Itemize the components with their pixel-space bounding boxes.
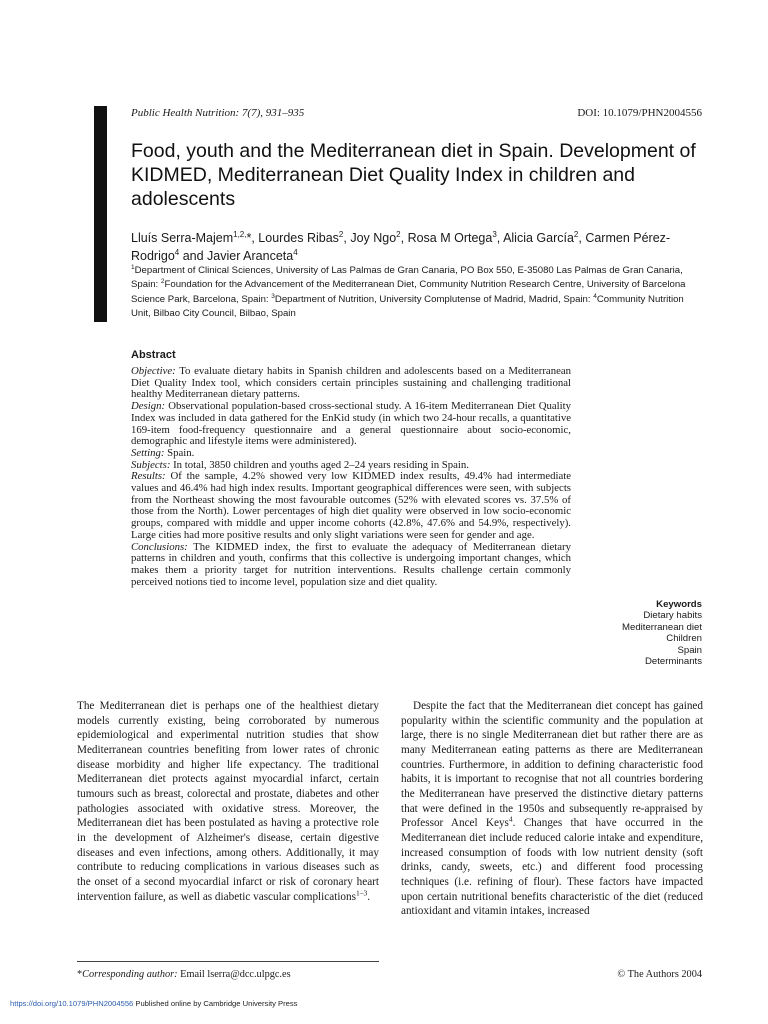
affiliation-text: Department of Nutrition, University Complutense of Madrid, Madrid, Spain: — [274, 293, 594, 305]
body-text: Despite the fact that the Mediterranean diet concept has gained popularity within the scientific community and the population at large, there is no single Mediterranean diet but rather there are as many Mediterranean eating patterns as there are Mediterranean countries. Furthermore, in addition to defining characteristic food habits, it is important to recognise that not all countries bordering the Mediterranean have preserved the distinctive dietary patterns that were defined in the 1950s and subsequently re-appraised by Professor Ancel Keys — [401, 700, 703, 830]
keyword-item: Dietary habits — [643, 610, 702, 622]
abstract-section-label: Results: — [131, 470, 166, 483]
author-separator: , — [400, 231, 408, 245]
abstract-section-label: Design: — [131, 400, 166, 413]
author-name: Rosa M Ortega — [407, 231, 493, 245]
keyword-item: Determinants — [644, 656, 702, 668]
author-separator: , — [251, 231, 259, 245]
abstract-section-text: The KIDMED index, the first to evaluate the adequacy of Mediterranean dietary patterns in children and youth, confirms that this collective is undergoing important changes, which makes them a priority target for nutrition interventions. Results challenge certain commonly perceived notions tied to income level, population size and diet quality. — [131, 540, 571, 588]
author-separator: , — [578, 231, 586, 245]
abstract-heading: Abstract — [131, 349, 176, 361]
corresponding-star: * — [246, 231, 252, 245]
keywords-box — [622, 599, 702, 667]
doi-link[interactable]: https://doi.org/10.1079/PHN2004556 — [10, 999, 134, 1008]
citation-ref: 4 — [508, 814, 513, 824]
body-column-right — [401, 699, 703, 919]
affiliation-text: Community Nutrition Unit, Bilbao City Council, Bilbao, Spain — [131, 293, 684, 320]
published-online-line — [10, 999, 297, 1008]
author-affiliation-mark: 4 — [293, 247, 298, 257]
affiliation-number: 3 — [271, 292, 275, 300]
author-name: Lourdes Ribas — [258, 231, 339, 245]
abstract-body — [131, 366, 571, 588]
abstract-section — [131, 401, 571, 448]
author-name: Alicia García — [503, 231, 574, 245]
doi-header: DOI: 10.1079/PHN2004556 — [577, 107, 702, 119]
abstract-section-label: Conclusions: — [131, 540, 188, 553]
author-separator: , — [343, 231, 351, 245]
affiliation-number: 2 — [160, 278, 165, 286]
body-text: The Mediterranean diet is perhaps one of the healthiest dietary models currently existing, being corroborated by numerous epidemiological and experimental nutrition studies that show Mediterranean countries benefiting from lower rates of chronic disease morbidity and higher life expectancy. The traditional Mediterranean diet protects against myocardial infarct, certain tumours such as breast, colorectal and prostate, diabetes and other pathologies associated with oxidative stress. Moreover, the Mediterranean diet has been postulated as having a protective role in the development of Alzheimer's disease, certain digestive diseases and even infections, among others. Additionally, it may contribute to reducing complications in various diseases such as the onset of a second myocardial infarct or risk of coronary heart intervention failure, as well as diabetic vascular complications — [77, 700, 379, 903]
article-title: Food, youth and the Mediterranean diet in Spain. Development of KIDMED, Mediterranean Diet Quality Index in children and adolescents — [131, 140, 696, 210]
abstract-section-text: Spain. — [164, 446, 195, 459]
keyword-item: Mediterranean diet — [622, 621, 702, 633]
keywords-heading: Keywords — [656, 599, 702, 610]
body-text: . — [367, 890, 371, 903]
abstract-section — [131, 366, 571, 401]
journal-side-bar — [94, 106, 107, 322]
body-paragraph — [77, 699, 379, 904]
abstract-section — [131, 542, 571, 589]
keyword-item: Children — [666, 633, 702, 645]
keyword-item: Spain — [677, 644, 702, 656]
abstract-section-label: Subjects: — [131, 458, 171, 471]
author-name: Javier Aranceta — [207, 249, 294, 263]
citation-ref: 1–3 — [355, 887, 368, 897]
footnote-divider — [77, 961, 379, 962]
abstract-section-text: Observational population-based cross-sectional study. A 16-item Mediterranean Diet Quality Index was included in data gathered for the EnKid study (in which two 24-hour recalls, a quantitative 169-item food-frequency questionnaire and a general questionnaire about socio-economic, demographic and lifestyle items were administered). — [131, 400, 571, 448]
published-online-text: Published online by Cambridge University Press — [133, 999, 298, 1008]
corresponding-email[interactable]: Email lserra@dcc.ulpgc.es — [177, 969, 291, 980]
author-affiliation-mark: 1,2, — [233, 229, 247, 239]
abstract-section-text: Of the sample, 4.2% showed very low KIDMED index results, 49.4% had intermediate values and 46.4% had high index results. Important geographical differences were seen, with subjects from the Northeast showing the most favourable outcomes (52% with elevated scores vs. 37.5% of those from the North). Lower percentages of high diet quality were observed in low socio-economic groups, compared with middle and upper income cohorts (42.8%, 47.6% and 54.9%, respectively). Large cities had more positive results and only slight variations were seen for gender and age. — [131, 470, 571, 541]
affiliations — [131, 264, 705, 322]
author-list — [131, 229, 711, 265]
author-name: Carmen Pérez-Rodrigo — [131, 231, 671, 263]
abstract-section — [131, 471, 571, 541]
copyright-notice: © The Authors 2004 — [617, 969, 702, 980]
author-separator: , — [496, 231, 504, 245]
abstract-section-text: To evaluate dietary habits in Spanish children and adolescents based on a Mediterranean Diet Quality Index tool, which considers certain principles sustaining and challenging traditional healthy Mediterranean dietary patterns. — [131, 365, 571, 401]
author-affiliation-mark: 2 — [573, 229, 579, 239]
body-column-left — [77, 699, 379, 904]
affiliation-text: Foundation for the Advancement of the Mediterranean Diet, Community Nutrition Research Centre, University of Barcelona Science Park, Barcelona, Spain: — [131, 279, 686, 305]
abstract-section-label: Objective: — [131, 365, 176, 377]
author-affiliation-mark: 2 — [338, 229, 344, 239]
author-affiliation-mark: 4 — [174, 247, 180, 257]
author-name: Joy Ngo — [350, 231, 397, 245]
body-text: . Changes that have occurred in the Mediterranean diet include reduced calorie intake and expenditure, increased consumption of foods with low nutrient density (soft drinks, candy, sweets, etc.) and different food processing techniques (i.e. refining of flour). These factors have impacted upon certain nutritional benefits characteristic of the diet (reduced antioxidant and vitamin intakes, increased — [401, 817, 703, 918]
abstract-section-label: Setting: — [131, 446, 165, 459]
corresponding-label: Corresponding author: — [82, 969, 178, 980]
affiliation-number: 4 — [593, 292, 597, 300]
abstract-section-text: In total, 3850 children and youths aged 2–24 years residing in Spain. — [170, 458, 469, 471]
affiliation-text: Department of Clinical Sciences, University of Las Palmas de Gran Canaria, PO Box 550, E-35080 Las Palmas de Gran Canaria, Spain: — [131, 265, 683, 291]
author-affiliation-mark: 3 — [492, 229, 497, 239]
author-separator: and — [179, 249, 208, 263]
affiliation-number: 1 — [131, 263, 135, 271]
author-affiliation-mark: 2 — [396, 229, 401, 239]
author-name: Lluís Serra-Majem — [131, 231, 234, 245]
journal-citation: Public Health Nutrition: 7(7), 931–935 — [131, 107, 305, 119]
body-paragraph — [401, 699, 703, 919]
corresponding-author-footnote: *Corresponding author: Email lserra@dcc.ulpgc.es — [77, 969, 291, 980]
